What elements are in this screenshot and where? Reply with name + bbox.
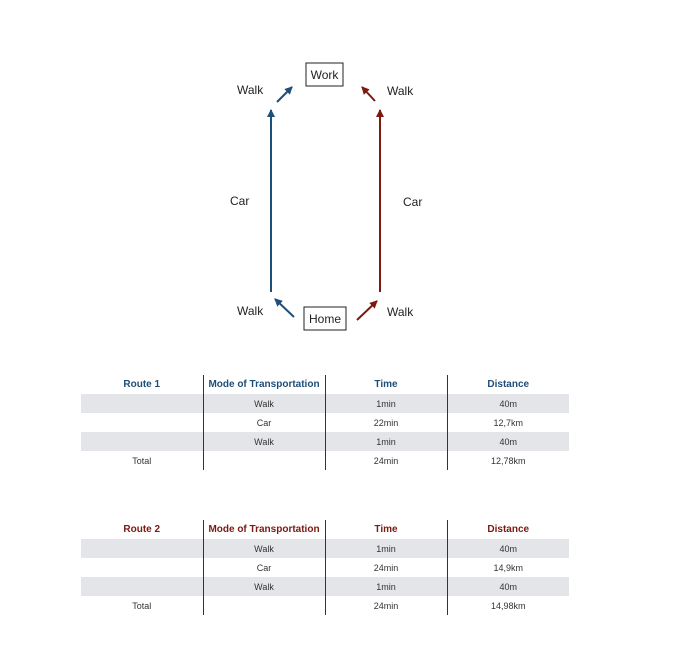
- route1-car-label: Car: [230, 194, 250, 208]
- home-label: Home: [308, 312, 342, 326]
- table-row: [81, 451, 569, 470]
- route1-total-label: Total: [81, 451, 203, 470]
- route2-header-row: [81, 520, 569, 539]
- route1-total-distance: 12,78km: [490, 455, 526, 466]
- table-row: [81, 394, 569, 413]
- route1-cell: 40m: [447, 394, 569, 413]
- route1-cell: Car: [203, 413, 325, 432]
- table-row: [81, 577, 569, 596]
- route2-cell: 14,9km: [493, 562, 523, 573]
- route2-top-walk-arrow: [362, 87, 375, 101]
- route1-bottom-walk-label: Walk: [237, 304, 264, 318]
- route2-cell: 1min: [325, 577, 447, 596]
- route1-top-walk-arrow: [277, 87, 292, 102]
- table-row: [81, 432, 569, 451]
- route1-cell: [81, 394, 203, 413]
- table-row: [81, 413, 569, 432]
- route1-cell: 22min: [325, 413, 447, 432]
- table-row: [81, 596, 569, 615]
- route1-cell: Walk: [203, 432, 325, 451]
- route2-total-time: 24min: [325, 596, 447, 615]
- route2-header-distance: Distance: [487, 524, 530, 535]
- route2-cell: [81, 539, 203, 558]
- table-row: [81, 539, 569, 558]
- route2-header-mode: Mode of Transportation: [203, 520, 325, 539]
- route2-cell: [81, 558, 203, 577]
- route2-car-label: Car: [403, 195, 423, 209]
- route1-cell: [203, 451, 325, 470]
- route2-bottom-walk-label: Walk: [387, 305, 414, 319]
- route2-cell: Car: [203, 558, 325, 577]
- route1-cell: 1min: [325, 432, 447, 451]
- route1-header-time: Time: [325, 375, 447, 394]
- route1-table: [81, 375, 569, 470]
- route2-cell: [203, 596, 325, 615]
- home-node: [304, 307, 346, 330]
- route1-header-distance: Distance: [487, 379, 530, 390]
- route1-top-walk-label: Walk: [237, 83, 264, 97]
- route1-total-time: 24min: [325, 451, 447, 470]
- route2-header-time: Time: [325, 520, 447, 539]
- route2-cell: Walk: [203, 577, 325, 596]
- route2-top-walk-label: Walk: [387, 84, 414, 98]
- route2-total-distance: 14,98km: [490, 600, 526, 611]
- route1-cell: 12,7km: [493, 417, 523, 428]
- route2-total-label: Total: [81, 596, 203, 615]
- route2-table: [81, 520, 569, 615]
- route2-cell: 1min: [325, 539, 447, 558]
- route2-cell: 40m: [447, 577, 569, 596]
- route1-header-row: [81, 375, 569, 394]
- route2-cell: 40m: [447, 539, 569, 558]
- table-row: [81, 558, 569, 577]
- work-node: [306, 63, 343, 86]
- route2-cell: 24min: [325, 558, 447, 577]
- route1-cell: 40m: [447, 432, 569, 451]
- route1-cell: Walk: [203, 394, 325, 413]
- route1-header-mode: Mode of Transportation: [203, 375, 325, 394]
- route1-cell: [81, 413, 203, 432]
- route2-cell: Walk: [203, 539, 325, 558]
- route2-header-route: Route 2: [81, 520, 203, 539]
- route1-header-route: Route 1: [81, 375, 203, 394]
- route1-bottom-walk-arrow: [275, 299, 294, 317]
- route2-cell: [81, 577, 203, 596]
- route1-cell: [81, 432, 203, 451]
- route2-bottom-walk-arrow: [357, 301, 377, 320]
- work-label: Work: [310, 68, 339, 82]
- route1-cell: 1min: [325, 394, 447, 413]
